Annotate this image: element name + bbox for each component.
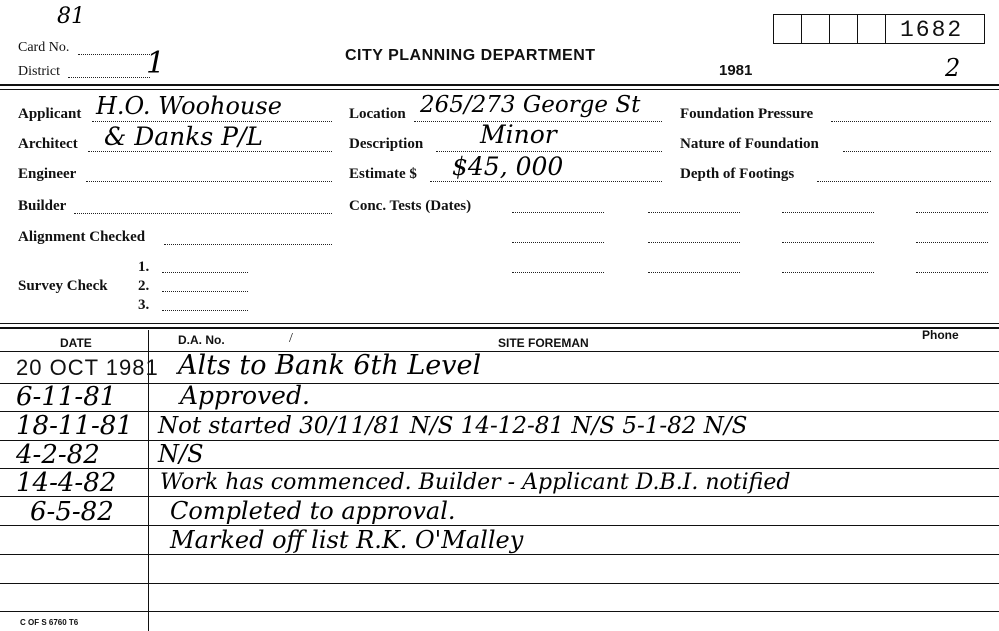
architect-dotline	[88, 151, 332, 152]
log-row-rule	[0, 468, 999, 469]
card-no-dotline	[78, 54, 150, 55]
log-row-note: Approved.	[180, 381, 310, 410]
survey-item-3: 3.	[138, 297, 150, 313]
log-row-note: Alts to Bank 6th Level	[178, 350, 482, 381]
district-dotline	[68, 77, 150, 78]
log-row-date: 18-11-81	[16, 411, 133, 441]
page-title: CITY PLANNING DEPARTMENT	[345, 47, 596, 64]
log-row-note: Not started 30/11/81 N/S 14-12-81 N/S 5-1-82 N/S	[158, 413, 748, 439]
survey-dotline-3	[162, 310, 248, 311]
conc-test-line	[648, 212, 740, 213]
phone-header: Phone	[922, 328, 959, 342]
log-rule-top	[0, 323, 999, 324]
architect-label: Architect	[18, 136, 78, 152]
conc-test-line	[916, 272, 988, 273]
da-no-header: D.A. No.	[178, 333, 225, 347]
survey-dotline-1	[162, 272, 248, 273]
engineer-dotline	[86, 181, 332, 182]
number-box-1	[773, 14, 802, 44]
log-row-note: Work has commenced. Builder - Applicant D.B.I. notified	[160, 470, 791, 495]
architect-value: & Danks P/L	[104, 122, 264, 151]
location-label: Location	[349, 106, 406, 122]
log-row-date: 6-11-81	[16, 382, 117, 412]
depth-footings-dotline	[817, 181, 991, 182]
year-label: 1981	[719, 62, 753, 79]
applicant-label: Applicant	[18, 106, 82, 122]
alignment-dotline	[164, 244, 332, 245]
site-foreman-header: SITE FOREMAN	[498, 336, 589, 350]
estimate-value: $45, 000	[452, 152, 564, 181]
log-row-rule	[0, 611, 999, 612]
conc-test-line	[512, 272, 604, 273]
log-row-rule	[0, 496, 999, 497]
foundation-pressure-label: Foundation Pressure	[680, 106, 814, 122]
log-row-date: 4-2-82	[16, 440, 100, 470]
log-row-date: 6-5-82	[30, 497, 114, 527]
card-no-label: Card No.	[18, 40, 70, 55]
number-box-2	[801, 14, 830, 44]
card-number-handwritten: 81	[57, 4, 85, 29]
conc-test-line	[782, 212, 874, 213]
survey-label: Survey Check	[18, 278, 108, 294]
nature-foundation-label: Nature of Foundation	[680, 136, 819, 152]
survey-item-1: 1.	[138, 259, 150, 275]
log-row-note: Completed to approval.	[170, 497, 456, 525]
number-box-4	[857, 14, 886, 44]
conc-test-line	[916, 242, 988, 243]
description-label: Description	[349, 136, 424, 152]
engineer-label: Engineer	[18, 166, 77, 182]
log-row-rule	[0, 554, 999, 555]
conc-test-line	[512, 212, 604, 213]
foundation-pressure-dotline	[831, 121, 991, 122]
conc-test-line	[648, 272, 740, 273]
conc-test-line	[512, 242, 604, 243]
nature-foundation-dotline	[843, 151, 991, 152]
applicant-value: H.O. Woohouse	[96, 92, 282, 120]
conc-test-line	[648, 242, 740, 243]
log-row-rule	[0, 440, 999, 441]
description-value: Minor	[480, 120, 557, 149]
da-no-value: /	[289, 331, 293, 346]
sheet-number: 2	[945, 54, 961, 82]
log-row-note: N/S	[158, 440, 204, 468]
alignment-label: Alignment Checked	[18, 229, 146, 245]
log-row-date: 20 OCT 1981	[16, 355, 159, 380]
log-row-date: 14-4-82	[16, 468, 117, 498]
form-code: C OF S 6760 T6	[20, 618, 79, 627]
conc-tests-label: Conc. Tests (Dates)	[349, 198, 472, 214]
card-number-box-value: 1682	[900, 17, 964, 43]
conc-test-line	[782, 242, 874, 243]
estimate-label: Estimate $	[349, 166, 417, 182]
log-rule-top-double	[0, 327, 999, 329]
log-row-rule	[0, 411, 999, 412]
depth-footings-label: Depth of Footings	[680, 166, 795, 182]
builder-dotline	[74, 213, 332, 214]
estimate-dotline	[430, 181, 662, 182]
district-label: District	[18, 64, 60, 79]
survey-item-2: 2.	[138, 278, 150, 294]
log-header-rule	[0, 351, 999, 352]
log-row-rule	[0, 583, 999, 584]
header-rule-bottom	[0, 89, 999, 90]
district-value: 1	[146, 46, 166, 81]
survey-dotline-2	[162, 291, 248, 292]
conc-test-line	[782, 272, 874, 273]
header-rule-top	[0, 84, 999, 86]
log-row-note: Marked off list R.K. O'Malley	[170, 526, 524, 554]
log-row-rule	[0, 383, 999, 384]
number-box-3	[829, 14, 858, 44]
builder-label: Builder	[18, 198, 67, 214]
conc-test-line	[916, 212, 988, 213]
location-value: 265/273 George St	[420, 92, 641, 118]
date-column-header: DATE	[60, 336, 92, 350]
